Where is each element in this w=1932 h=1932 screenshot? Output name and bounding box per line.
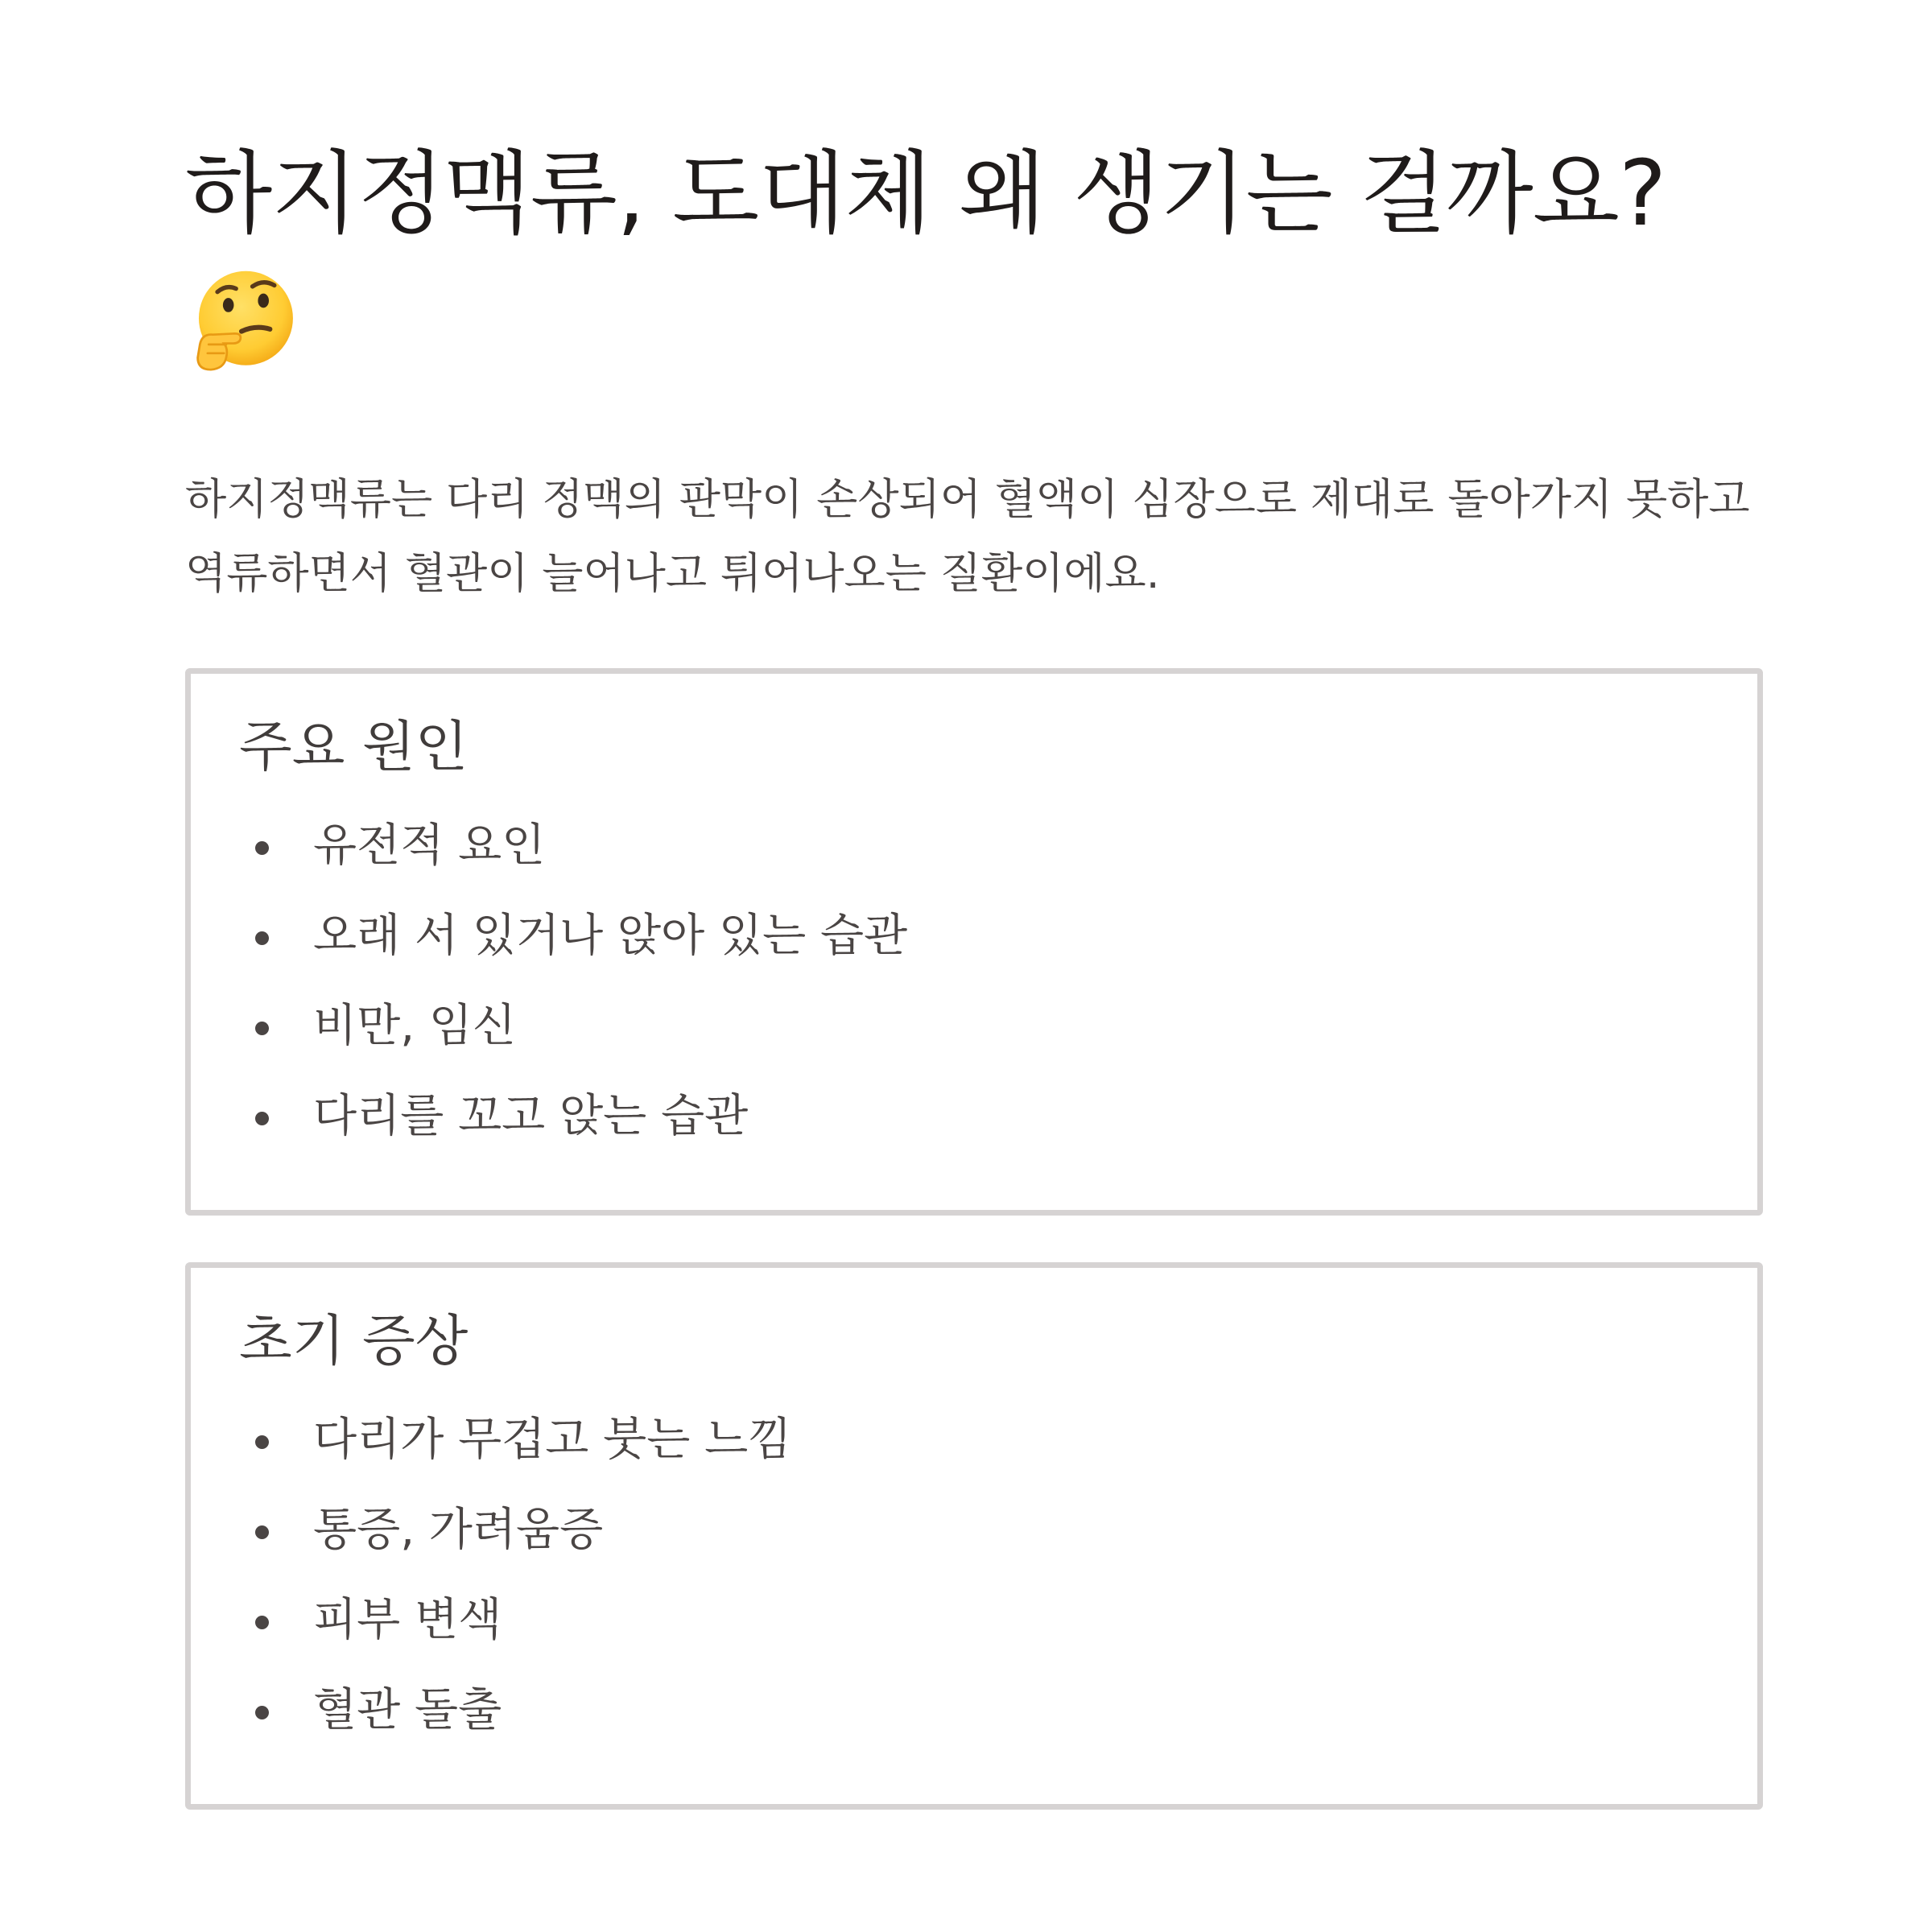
list-item-text: 혈관 돌출 — [313, 1684, 502, 1736]
list-item-text: 오래 서 있거나 앉아 있는 습관 — [313, 910, 908, 962]
bullet-icon — [255, 1022, 269, 1035]
bullet-icon — [255, 1112, 269, 1125]
bullet-icon — [255, 1525, 269, 1539]
page-title: 하지정맥류, 도대체 왜 생기는 걸까요? — [185, 142, 1666, 246]
list-item-text: 비만, 임신 — [313, 1000, 516, 1052]
symptoms-card — [185, 1262, 1763, 1810]
symptoms-list — [191, 1395, 1757, 1756]
bullet-icon — [255, 1616, 269, 1629]
bullet-icon — [255, 931, 269, 945]
list-item — [191, 1485, 1757, 1575]
intro-paragraph: 하지정맥류는 다리 정맥의 판막이 손상되어 혈액이 심장으로 제대로 돌아가지 못하고 역류하면서 혈관이 늘어나고 튀어나오는 질환이에요. — [185, 475, 1750, 598]
list-item-text: 피부 변색 — [313, 1594, 502, 1646]
list-item — [191, 1666, 1757, 1756]
card-title-causes: 주요 원인 — [239, 716, 469, 779]
list-item — [191, 1395, 1757, 1485]
list-item-text: 다리가 무겁고 붓는 느낌 — [313, 1414, 792, 1466]
list-item — [191, 981, 1757, 1071]
list-item-text: 통증, 가려움증 — [313, 1504, 604, 1556]
list-item — [191, 1071, 1757, 1162]
list-item-text: 유전적 요인 — [313, 819, 546, 872]
card-title-symptoms: 초기 증상 — [239, 1310, 469, 1373]
bullet-icon — [255, 1435, 269, 1449]
bullet-icon — [255, 841, 269, 855]
causes-card — [185, 668, 1763, 1216]
causes-list — [191, 801, 1757, 1162]
list-item-text: 다리를 꼬고 앉는 습관 — [313, 1090, 749, 1142]
list-item — [191, 801, 1757, 891]
thinking-face-emoji-icon — [187, 266, 296, 375]
list-item — [191, 1575, 1757, 1666]
list-item — [191, 891, 1757, 981]
bullet-icon — [255, 1706, 269, 1719]
